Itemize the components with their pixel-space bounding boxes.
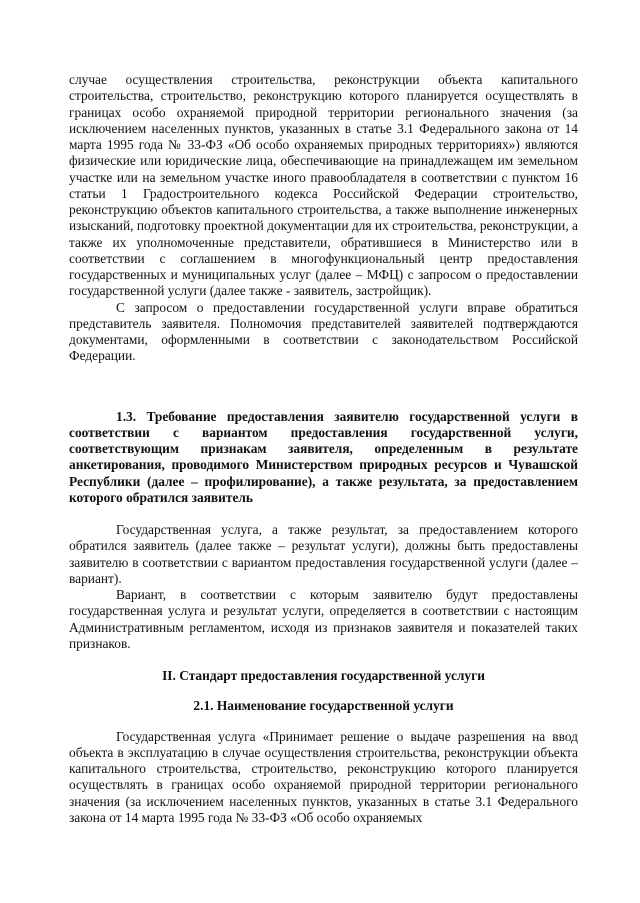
paragraph-applicants: случае осуществления строительства, реконструкции объекта капитального строительства, строительство, реконструкцию которого планируется осуществлять в границах особо охраняемой природной территории регионального значения (за исключением населенных пунктов, указанных в статье 3.1 Федерального закона от 14 марта 1995 года № 33-ФЗ «Об особо охраняемых природных территориях») являются физические или юридические лица, обеспечивающие на принадлежащем им земельном участке или на земельном участке иного правообладателя в соответствии с пунктом 16 статьи 1 Градостроительного кодекса Российской Федерации строительство, реконструкцию объектов капитального строительства, а также выполнение инженерных изысканий, подготовку проектной документации для их строительства, реконструкции, а также их уполномоченные представители, обратившиеся в Министерство или в соответствии с соглашением в многофункциональный центр предоставления государственных и муниципальных услуг (далее – МФЦ) с запросом о предоставлении государственной услуги (далее также - заявитель, застройщик). (69, 72, 578, 299)
spacer (69, 715, 578, 729)
spacer (69, 652, 578, 668)
paragraph-representative: С запросом о предоставлении государственной услуги вправе обратиться представитель заявителя. Полномочия представителей заявителей подтверждаются документами, оформленными в соответствии с законодательством Российской Федерации. (69, 299, 578, 364)
paragraph-variant: Вариант, в соответствии с которым заявителю будут предоставлены государственная услуга и результат услуги, определяется в соответствии с настоящим Административным регламентом, исходя из признаков заявителя и показателей таких признаков. (69, 587, 578, 651)
spacer (69, 506, 578, 522)
document-page (69, 72, 578, 826)
paragraph-service-result: Государственная услуга, а также результат, за предоставлением которого обратился заявитель (далее также – результат услуги), должны быть предоставлены заявителю в соответствии с вариантом предоставления государственной услуги (далее – вариант). (69, 522, 578, 586)
heading-section-2: II. Стандарт предоставления государственной услуги (162, 668, 485, 683)
spacer (69, 684, 578, 698)
heading-section-2-1: 2.1. Наименование государственной услуги (193, 698, 454, 714)
paragraph-service-name: Государственная услуга «Принимает решение о выдаче разрешения на ввод объекта в эксплуатацию в случае осуществления строительства, реконструкции объекта капитального строительства, строительство, реконструкцию которого планируется осуществлять в границах особо охраняемой природной территории регионального значения (за исключением населенных пунктов, указанных в статье 3.1 Федерального закона от 14 марта 1995 года № 33-ФЗ «Об особо охраняемых (69, 728, 578, 825)
spacer (69, 365, 578, 409)
heading-section-1-3: 1.3. Требование предоставления заявителю государственной услуги в соответствии с вариантом предоставления государственной услуги, соответствующим признакам заявителя, определенным в результате анкетирования, проводимого Министерством природных ресурсов и Чувашской Республики (далее – профилирование), а также результата, за предоставлением которого обратился заявитель (69, 408, 578, 505)
